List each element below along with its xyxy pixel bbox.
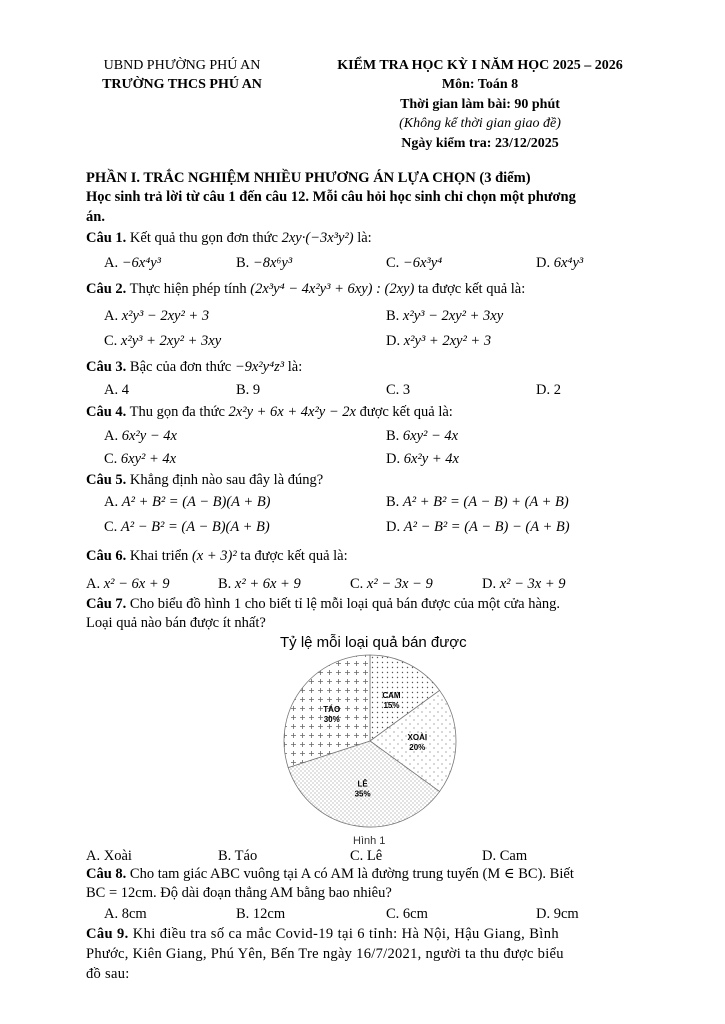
question-tail: ta được kết quả là: xyxy=(417,281,526,297)
exam-subject: Môn: Toán 8 xyxy=(441,77,519,92)
q1-option-a[interactable]: A. −6x⁴y³ xyxy=(104,255,162,271)
question-tail: là: xyxy=(287,359,303,375)
question-8-line2: BC = 12cm. Độ dài đoạn thẳng AM bằng bao nhiêu? xyxy=(86,885,392,901)
q4-option-a[interactable]: A. 6x²y − 4x xyxy=(104,428,177,444)
school-name: TRƯỜNG THCS PHÚ AN xyxy=(102,77,262,92)
q3-option-c[interactable]: C. 3 xyxy=(386,382,411,398)
q6-option-a[interactable]: A. x² − 6x + 9 xyxy=(86,576,170,592)
question-tail: là: xyxy=(357,230,372,246)
question-text: Kết quả thu gọn đơn thức xyxy=(129,230,278,246)
question-9-line2: Phước, Kiên Giang, Phú Yên, Bến Tre ngày 16/7/2021, người ta thu được biểu xyxy=(86,946,564,962)
question-label: Câu 3. xyxy=(86,359,127,375)
question-1 xyxy=(86,230,372,247)
q8-option-d[interactable]: D. 9cm xyxy=(536,906,579,922)
question-tail: được kết quả là: xyxy=(359,404,453,420)
question-expression: 2x²y + 6x + 4x²y − 2x xyxy=(228,404,356,420)
q4-option-c[interactable]: C. 6xy² + 4x xyxy=(104,451,177,467)
q5-option-d[interactable]: D. A² − B² = (A − B) − (A + B) xyxy=(386,519,570,535)
q1-option-c[interactable]: C. −6x³y⁴ xyxy=(386,255,443,271)
question-label: Câu 7. xyxy=(86,596,127,612)
pie-label-táo: TÁO xyxy=(323,705,341,715)
exam-duration-note: (Không kể thời gian giao đề) xyxy=(399,116,561,131)
question-text: Khi điều tra số ca mắc Covid-19 tại 6 tỉnh: Hà Nội, Hậu Giang, Bình xyxy=(132,926,559,942)
question-6 xyxy=(86,548,348,565)
q3-option-a[interactable]: A. 4 xyxy=(104,382,129,398)
q3-option-b[interactable]: B. 9 xyxy=(236,382,261,398)
exam-date: Ngày kiểm tra: 23/12/2025 xyxy=(401,136,559,151)
question-label: Câu 5. xyxy=(86,472,127,488)
q4-option-b[interactable]: B. 6xy² − 4x xyxy=(386,428,459,444)
q6-option-d[interactable]: D. x² − 3x + 9 xyxy=(482,576,566,592)
question-5 xyxy=(86,472,323,489)
q4-option-d[interactable]: D. 6x²y + 4x xyxy=(386,451,459,467)
school-authority: UBND PHƯỜNG PHÚ AN xyxy=(103,58,261,73)
exam-duration: Thời gian làm bài: 90 phút xyxy=(400,97,560,112)
question-text: Khai triển xyxy=(129,548,189,564)
q1-option-d[interactable]: D. 6x⁴y³ xyxy=(536,255,584,271)
question-3 xyxy=(86,359,302,376)
question-7-line2: Loại quả nào bán được ít nhất? xyxy=(86,615,266,631)
section-title: PHẦN I. TRẮC NGHIỆM NHIỀU PHƯƠNG ÁN LỰA CHỌN (3 điểm) xyxy=(86,170,531,186)
q6-option-c[interactable]: C. x² − 3x − 9 xyxy=(350,576,433,592)
pie-label-xoài: XOÀI xyxy=(407,733,428,742)
q2-option-b[interactable]: B. x²y³ − 2xy² + 3xy xyxy=(386,308,504,324)
question-label: Câu 4. xyxy=(86,404,127,420)
question-9-line3: đồ sau: xyxy=(86,966,130,982)
question-8 xyxy=(86,866,672,883)
q5-option-c[interactable]: C. A² − B² = (A − B)(A + B) xyxy=(104,519,270,535)
question-7 xyxy=(86,596,672,613)
q5-option-b[interactable]: B. A² + B² = (A − B) + (A + B) xyxy=(386,494,569,510)
pie-value-lê: 35% xyxy=(354,789,371,799)
pie-label-lê: LÊ xyxy=(357,779,368,789)
exam-title: KIỂM TRA HỌC KỲ I NĂM HỌC 2025 – 2026 xyxy=(337,58,623,73)
q7-option-a[interactable]: A. Xoài xyxy=(86,848,132,864)
question-text: Thu gọn đa thức xyxy=(129,404,225,420)
question-text: Cho tam giác ABC vuông tại A có AM là đường trung tuyến (M ∈ BC). Biết xyxy=(129,866,574,882)
question-text: Khẳng định nào sau đây là đúng? xyxy=(129,472,324,488)
pie-value-xoài: 20% xyxy=(409,743,426,752)
section-instruction-line1: Học sinh trả lời từ câu 1 đến câu 12. Mỗi câu hỏi học sinh chỉ chọn một phương xyxy=(86,189,576,205)
q3-option-d[interactable]: D. 2 xyxy=(536,382,561,398)
question-expression: 2xy·(−3x³y²) xyxy=(281,230,354,246)
q8-option-a[interactable]: A. 8cm xyxy=(104,906,147,922)
question-text: Thực hiện phép tính xyxy=(129,281,247,297)
pie-value-cam: 15% xyxy=(383,700,400,710)
section-instruction-line2: án. xyxy=(86,209,105,225)
q7-option-b[interactable]: B. Táo xyxy=(218,848,258,864)
question-4 xyxy=(86,404,453,421)
pie-value-táo: 30% xyxy=(323,715,340,725)
q5-option-a[interactable]: A. A² + B² = (A − B)(A + B) xyxy=(104,494,271,510)
question-expression: (2x³y⁴ − 4x²y³ + 6xy) : (2xy) xyxy=(250,281,415,297)
question-text: Bậc của đơn thức xyxy=(129,359,232,375)
question-expression: −9x²y⁴z³ xyxy=(234,359,285,375)
question-label: Câu 1. xyxy=(86,230,127,246)
q7-option-d[interactable]: D. Cam xyxy=(482,848,528,864)
q2-option-a[interactable]: A. x²y³ − 2xy² + 3 xyxy=(104,308,210,324)
pie-label-cam: CAM xyxy=(382,690,401,700)
figure-caption: Hình 1 xyxy=(353,835,386,847)
pie-chart xyxy=(280,650,460,832)
question-label: Câu 9. xyxy=(86,926,129,942)
question-9 xyxy=(86,926,672,943)
q1-option-b[interactable]: B. −8x⁶y³ xyxy=(236,255,293,271)
question-label: Câu 2. xyxy=(86,281,127,297)
q7-option-c[interactable]: C. Lê xyxy=(350,848,383,864)
q2-option-c[interactable]: C. x²y³ + 2xy² + 3xy xyxy=(104,333,222,349)
chart-title: Tỷ lệ mỗi loại quả bán được xyxy=(280,634,467,651)
question-expression: (x + 3)² xyxy=(191,548,237,564)
q8-option-c[interactable]: C. 6cm xyxy=(386,906,428,922)
question-text: Cho biểu đồ hình 1 cho biết tỉ lệ mỗi loại quả bán được của một cửa hàng. xyxy=(129,596,561,612)
question-2 xyxy=(86,281,525,298)
q6-option-b[interactable]: B. x² + 6x + 9 xyxy=(218,576,301,592)
question-label: Câu 6. xyxy=(86,548,127,564)
q8-option-b[interactable]: B. 12cm xyxy=(236,906,286,922)
question-tail: ta được kết quả là: xyxy=(240,548,348,564)
question-label: Câu 8. xyxy=(86,866,127,882)
q2-option-d[interactable]: D. x²y³ + 2xy² + 3 xyxy=(386,333,492,349)
